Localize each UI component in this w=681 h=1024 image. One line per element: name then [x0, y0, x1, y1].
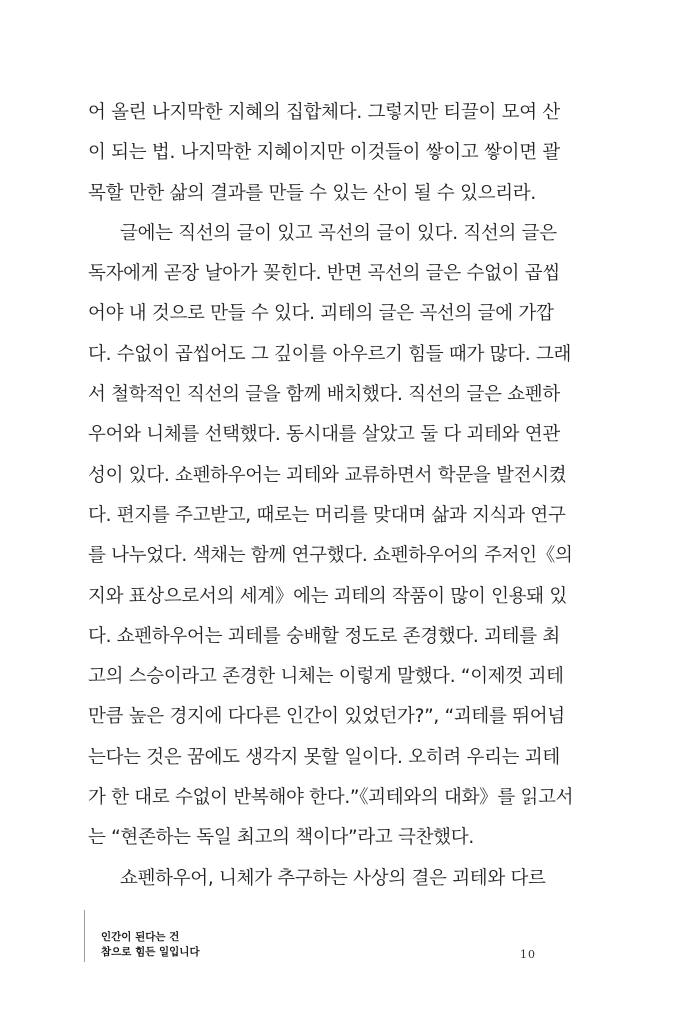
text-line: 를 나누었다. 색채는 함께 연구했다. 쇼펜하우어의 주저인《의 [88, 545, 573, 567]
page-number: 10 [520, 948, 536, 961]
text-line: 는 “현존하는 독일 최고의 책이다”라고 극찬했다. [88, 827, 474, 849]
text-line: 목할 만한 삶의 결과를 만들 수 있는 산이 될 수 있으리라. [88, 182, 536, 204]
text-line: 고의 스승이라고 존경한 니체는 이렇게 말했다. “이제껏 괴테 [88, 666, 564, 688]
text-line: 글에는 직선의 글이 있고 곡선의 글이 있다. 직선의 글은 [120, 222, 557, 244]
text-line: 우어와 니체를 선택했다. 동시대를 살았고 둘 다 괴테와 연관 [88, 424, 560, 446]
text-line: 지와 표상으로서의 세계》에는 괴테의 작품이 많이 인용돼 있 [88, 585, 567, 607]
running-title-line2: 참으로 힘든 일입니다 [101, 946, 200, 958]
text-line: 어 올린 나지막한 지혜의 집합체다. 그렇지만 티끌이 모여 산 [88, 102, 560, 123]
text-line: 성이 있다. 쇼펜하우어는 괴테와 교류하면서 학문을 발전시켰 [88, 464, 567, 486]
footer-divider [84, 910, 85, 962]
text-line: 만큼 높은 경지에 다다른 인간이 있었던가?”, “괴테를 뛰어넘 [88, 706, 565, 728]
text-line: 쇼펜하우어, 니체가 추구하는 사상의 결은 괴테와 다르 [120, 867, 546, 889]
text-line: 는다는 것은 꿈에도 생각지 못할 일이다. 오히려 우리는 괴테 [88, 746, 560, 768]
text-line: 어야 내 것으로 만들 수 있다. 괴테의 글은 곡선의 글에 가깝 [88, 303, 554, 325]
text-line: 가 한 대로 수없이 반복해야 한다.”《괴테와의 대화》를 읽고서 [88, 787, 574, 809]
text-line: 이 되는 법. 나지막한 지혜이지만 이것들이 쌓이고 쌓이면 괄 [88, 142, 560, 164]
text-line: 독자에게 곧장 날아가 꽂힌다. 반면 곡선의 글은 수없이 곱씹 [88, 263, 560, 285]
text-line: 다. 쇼펜하우어는 괴테를 숭배할 정도로 존경했다. 괴테를 최 [88, 625, 560, 647]
text-line: 서 철학적인 직선의 글을 함께 배치했다. 직선의 글은 쇼펜하 [88, 384, 560, 406]
text-line: 다. 수없이 곱씹어도 그 깊이를 아우르기 힘들 때가 많다. 그래 [88, 343, 572, 365]
body-text [88, 96, 574, 902]
text-line: 다. 편지를 주고받고, 때로는 머리를 맞대며 삶과 지식과 연구 [88, 504, 566, 526]
running-title-line1: 인간이 된다는 건 [101, 931, 180, 943]
running-title [101, 930, 200, 960]
